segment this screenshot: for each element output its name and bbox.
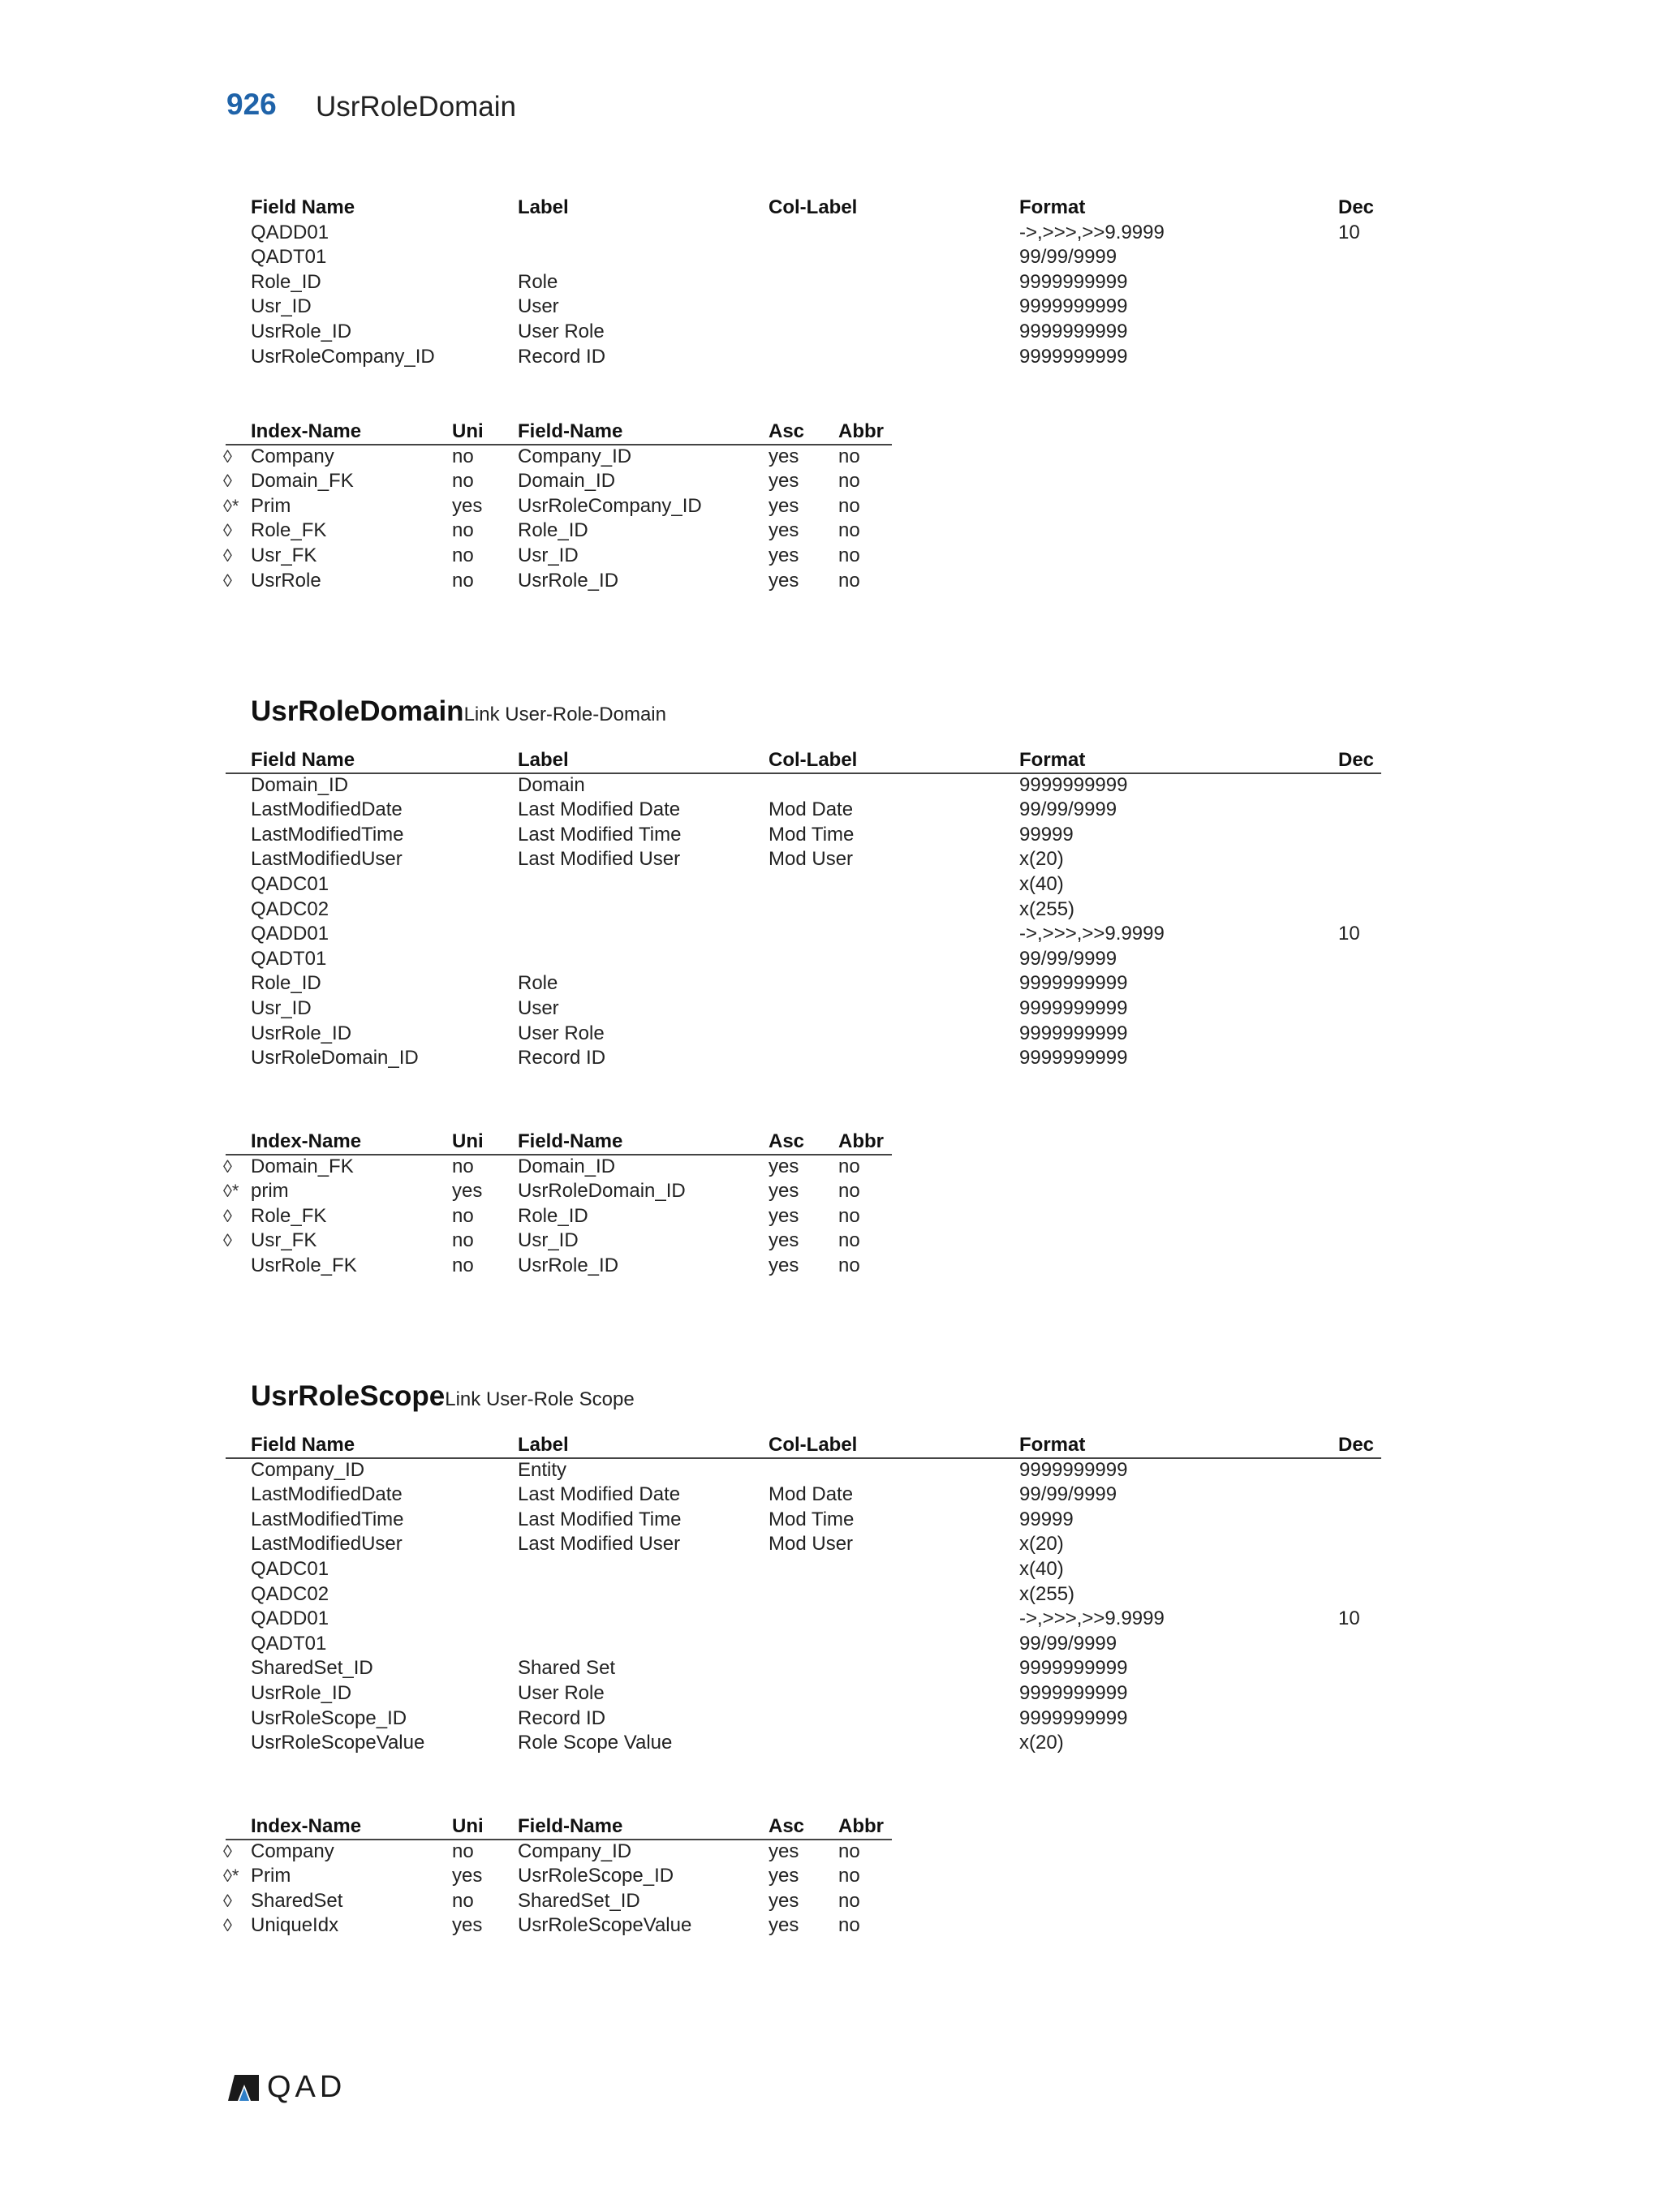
index-field-name: UsrRoleDomain_ID — [518, 1180, 686, 1203]
header-label: Label — [518, 196, 569, 218]
header-index-name: Index-Name — [251, 1815, 362, 1837]
header-col-label: Col-Label — [769, 749, 858, 771]
field-label: Last Modified User — [518, 1533, 681, 1556]
index-unique: no — [452, 1889, 474, 1912]
field-label: Shared Set — [518, 1657, 616, 1680]
field-header-rule — [226, 772, 1381, 774]
field-name: Usr_ID — [251, 996, 312, 1019]
index-unique: yes — [452, 1914, 483, 1937]
field-format: x(40) — [1019, 872, 1064, 895]
field-format: 9999999999 — [1019, 1681, 1128, 1704]
header-asc: Asc — [769, 1130, 805, 1152]
index-ascending: yes — [769, 1914, 799, 1937]
index-name: SharedSet — [251, 1889, 343, 1912]
field-name: Role_ID — [251, 270, 321, 293]
index-abbreviated: no — [838, 494, 860, 517]
index-name: Domain_FK — [251, 1155, 354, 1177]
index-abbreviated: no — [838, 445, 860, 467]
field-format: 9999999999 — [1019, 1657, 1128, 1680]
index-name: UsrRole — [251, 569, 321, 592]
field-name: QADT01 — [251, 246, 327, 269]
field-name: UsrRole_ID — [251, 1022, 352, 1044]
index-marker: ◊ — [223, 1230, 232, 1251]
index-ascending: yes — [769, 445, 799, 467]
index-name: Company — [251, 445, 334, 467]
index-field-name: UsrRole_ID — [518, 569, 619, 592]
header-uni: Uni — [452, 1130, 484, 1152]
index-abbreviated: no — [838, 470, 860, 493]
index-marker: ◊ — [223, 520, 232, 541]
index-marker: ◊ — [223, 1840, 232, 1861]
index-ascending: yes — [769, 1155, 799, 1177]
index-abbreviated: no — [838, 1914, 860, 1937]
index-abbreviated: no — [838, 544, 860, 566]
field-format: ->,>>>,>>9.9999 — [1019, 923, 1165, 945]
index-abbreviated: no — [838, 1229, 860, 1252]
header-field-name: Field Name — [251, 196, 355, 218]
index-abbreviated: no — [838, 1889, 860, 1912]
field-format: 9999999999 — [1019, 320, 1128, 342]
field-dec: 10 — [1338, 1607, 1360, 1630]
index-marker: ◊ — [223, 570, 232, 591]
field-name: QADC01 — [251, 1557, 329, 1580]
field-label: Last Modified Time — [518, 1508, 682, 1530]
field-format: ->,>>>,>>9.9999 — [1019, 221, 1165, 243]
field-col-label: Mod Date — [769, 1483, 854, 1506]
index-ascending: yes — [769, 1254, 799, 1276]
index-field-name: UsrRoleScope_ID — [518, 1865, 674, 1887]
header-dec: Dec — [1338, 1434, 1375, 1456]
index-unique: yes — [452, 1865, 483, 1887]
field-name: Role_ID — [251, 972, 321, 995]
index-marker: ◊ — [223, 1155, 232, 1177]
header-format: Format — [1019, 196, 1086, 218]
index-unique: no — [452, 544, 474, 566]
index-field-name: Usr_ID — [518, 1229, 579, 1252]
field-label: Record ID — [518, 1047, 606, 1069]
index-marker: ◊ — [223, 471, 232, 492]
field-format: 9999999999 — [1019, 345, 1128, 368]
field-format: x(20) — [1019, 1732, 1064, 1754]
index-field-name: Role_ID — [518, 1204, 588, 1227]
field-name: QADD01 — [251, 221, 329, 243]
field-dec: 10 — [1338, 923, 1360, 945]
table-description: Link User-Role Scope — [445, 1388, 635, 1410]
index-name: Prim — [251, 1865, 291, 1887]
index-unique: no — [452, 445, 474, 467]
header-format: Format — [1019, 1434, 1086, 1456]
field-format: x(20) — [1019, 1533, 1064, 1556]
field-label: Role — [518, 270, 558, 293]
index-marker: ◊* — [223, 495, 239, 516]
index-name: Role_FK — [251, 519, 327, 542]
index-abbreviated: no — [838, 1155, 860, 1177]
section-title-usrroledomain — [251, 695, 666, 728]
page-number: 926 — [226, 88, 277, 121]
index-name: Usr_FK — [251, 1229, 317, 1252]
field-col-label: Mod Time — [769, 823, 855, 846]
index-name: prim — [251, 1180, 289, 1203]
field-format: 99/99/9999 — [1019, 1632, 1117, 1655]
index-marker: ◊* — [223, 1181, 239, 1202]
index-name: Prim — [251, 494, 291, 517]
field-format: 9999999999 — [1019, 773, 1128, 796]
index-marker: ◊* — [223, 1866, 239, 1887]
field-name: LastModifiedDate — [251, 798, 403, 821]
index-name: UsrRole_FK — [251, 1254, 357, 1276]
index-abbreviated: no — [838, 519, 860, 542]
index-unique: no — [452, 1229, 474, 1252]
field-label: User — [518, 295, 559, 318]
index-name: UniqueIdx — [251, 1914, 339, 1937]
field-name: QADC02 — [251, 1582, 329, 1605]
field-col-label: Mod Date — [769, 798, 854, 821]
field-header-rule — [226, 1457, 1381, 1459]
field-label: Entity — [518, 1458, 567, 1481]
header-field-name: Field-Name — [518, 1130, 623, 1152]
index-marker: ◊ — [223, 544, 232, 566]
index-marker: ◊ — [223, 445, 232, 467]
index-marker: ◊ — [223, 1915, 232, 1936]
field-name: UsrRole_ID — [251, 1681, 352, 1704]
logo-text: QAD — [267, 2070, 347, 2104]
field-name: UsrRoleScope_ID — [251, 1706, 407, 1729]
index-ascending: yes — [769, 544, 799, 566]
field-name: QADT01 — [251, 947, 327, 970]
index-marker: ◊ — [223, 1890, 232, 1911]
field-label: Last Modified Date — [518, 1483, 681, 1506]
header-asc: Asc — [769, 1815, 805, 1837]
field-name: LastModifiedUser — [251, 1533, 403, 1556]
header-uni: Uni — [452, 420, 484, 442]
index-ascending: yes — [769, 1204, 799, 1227]
section-title-usrrolescope — [251, 1380, 635, 1413]
field-format: 99999 — [1019, 1508, 1074, 1530]
index-abbreviated: no — [838, 1204, 860, 1227]
index-unique: yes — [452, 1180, 483, 1203]
index-name: Company — [251, 1840, 334, 1862]
index-unique: yes — [452, 494, 483, 517]
field-label: Record ID — [518, 1706, 606, 1729]
field-format: ->,>>>,>>9.9999 — [1019, 1607, 1165, 1630]
header-field-name: Field-Name — [518, 420, 623, 442]
header-asc: Asc — [769, 420, 805, 442]
index-field-name: Domain_ID — [518, 1155, 616, 1177]
field-dec: 10 — [1338, 221, 1360, 243]
index-field-name: Domain_ID — [518, 470, 616, 493]
field-label: User — [518, 996, 559, 1019]
field-label: User Role — [518, 1022, 605, 1044]
field-format: 99/99/9999 — [1019, 947, 1117, 970]
field-format: 9999999999 — [1019, 270, 1128, 293]
field-format: 9999999999 — [1019, 972, 1128, 995]
field-label: Last Modified User — [518, 848, 681, 871]
header-index-name: Index-Name — [251, 420, 362, 442]
index-abbreviated: no — [838, 1840, 860, 1862]
field-format: x(255) — [1019, 1582, 1075, 1605]
index-unique: no — [452, 470, 474, 493]
field-label: Role — [518, 972, 558, 995]
index-ascending: yes — [769, 494, 799, 517]
field-name: UsrRoleDomain_ID — [251, 1047, 419, 1069]
field-label: Domain — [518, 773, 585, 796]
field-name: QADD01 — [251, 923, 329, 945]
header-label: Label — [518, 749, 569, 771]
table-name: UsrRoleDomain — [251, 695, 464, 727]
field-format: 99/99/9999 — [1019, 246, 1117, 269]
field-format: 99/99/9999 — [1019, 1483, 1117, 1506]
header-col-label: Col-Label — [769, 1434, 858, 1456]
field-format: 9999999999 — [1019, 295, 1128, 318]
index-field-name: UsrRoleScopeValue — [518, 1914, 692, 1937]
header-format: Format — [1019, 749, 1086, 771]
field-col-label: Mod User — [769, 1533, 854, 1556]
index-field-name: Company_ID — [518, 1840, 632, 1862]
index-ascending: yes — [769, 1865, 799, 1887]
field-name: QADC01 — [251, 872, 329, 895]
header-dec: Dec — [1338, 196, 1375, 218]
header-dec: Dec — [1338, 749, 1375, 771]
field-format: 9999999999 — [1019, 1458, 1128, 1481]
field-col-label: Mod User — [769, 848, 854, 871]
header-abbr: Abbr — [838, 1130, 884, 1152]
field-format: x(20) — [1019, 848, 1064, 871]
index-ascending: yes — [769, 519, 799, 542]
field-format: 9999999999 — [1019, 1022, 1128, 1044]
page-title: UsrRoleDomain — [316, 91, 517, 123]
index-unique: no — [452, 1254, 474, 1276]
field-label: Role Scope Value — [518, 1732, 673, 1754]
index-unique: no — [452, 1840, 474, 1862]
qad-logo-icon — [226, 2073, 260, 2102]
field-name: UsrRole_ID — [251, 320, 352, 342]
index-name: Domain_FK — [251, 470, 354, 493]
header-field-name: Field-Name — [518, 1815, 623, 1837]
index-ascending: yes — [769, 470, 799, 493]
field-label: Last Modified Time — [518, 823, 682, 846]
index-abbreviated: no — [838, 1865, 860, 1887]
index-ascending: yes — [769, 1889, 799, 1912]
field-format: 99/99/9999 — [1019, 798, 1117, 821]
index-unique: no — [452, 1155, 474, 1177]
index-ascending: yes — [769, 1229, 799, 1252]
field-name: LastModifiedDate — [251, 1483, 403, 1506]
index-ascending: yes — [769, 569, 799, 592]
index-unique: no — [452, 1204, 474, 1227]
field-label: User Role — [518, 1681, 605, 1704]
qad-logo — [226, 2070, 346, 2105]
field-format: x(255) — [1019, 897, 1075, 920]
index-abbreviated: no — [838, 569, 860, 592]
field-col-label: Mod Time — [769, 1508, 855, 1530]
header-index-name: Index-Name — [251, 1130, 362, 1152]
index-field-name: UsrRoleCompany_ID — [518, 494, 702, 517]
header-uni: Uni — [452, 1815, 484, 1837]
field-format: 9999999999 — [1019, 1047, 1128, 1069]
index-field-name: UsrRole_ID — [518, 1254, 619, 1276]
index-unique: no — [452, 569, 474, 592]
field-format: x(40) — [1019, 1557, 1064, 1580]
index-ascending: yes — [769, 1840, 799, 1862]
field-format: 99999 — [1019, 823, 1074, 846]
index-marker: ◊ — [223, 1205, 232, 1226]
field-format: 9999999999 — [1019, 996, 1128, 1019]
field-name: QADT01 — [251, 1632, 327, 1655]
header-field-name: Field Name — [251, 749, 355, 771]
field-label: Record ID — [518, 345, 606, 368]
index-name: Role_FK — [251, 1204, 327, 1227]
index-field-name: Company_ID — [518, 445, 632, 467]
index-abbreviated: no — [838, 1254, 860, 1276]
field-name: LastModifiedUser — [251, 848, 403, 871]
field-name: SharedSet_ID — [251, 1657, 373, 1680]
field-label: User Role — [518, 320, 605, 342]
field-format: 9999999999 — [1019, 1706, 1128, 1729]
index-field-name: Role_ID — [518, 519, 588, 542]
header-field-name: Field Name — [251, 1434, 355, 1456]
field-name: Domain_ID — [251, 773, 349, 796]
index-field-name: SharedSet_ID — [518, 1889, 640, 1912]
index-unique: no — [452, 519, 474, 542]
table-name: UsrRoleScope — [251, 1380, 446, 1412]
field-name: Usr_ID — [251, 295, 312, 318]
header-label: Label — [518, 1434, 569, 1456]
header-abbr: Abbr — [838, 1815, 884, 1837]
field-name: UsrRoleCompany_ID — [251, 345, 435, 368]
field-name: QADD01 — [251, 1607, 329, 1630]
header-abbr: Abbr — [838, 420, 884, 442]
field-label: Last Modified Date — [518, 798, 681, 821]
table-description: Link User-Role-Domain — [463, 704, 666, 725]
field-name: QADC02 — [251, 897, 329, 920]
field-name: Company_ID — [251, 1458, 365, 1481]
index-ascending: yes — [769, 1180, 799, 1203]
field-name: LastModifiedTime — [251, 823, 404, 846]
index-field-name: Usr_ID — [518, 544, 579, 566]
index-name: Usr_FK — [251, 544, 317, 566]
field-name: LastModifiedTime — [251, 1508, 404, 1530]
header-col-label: Col-Label — [769, 196, 858, 218]
index-abbreviated: no — [838, 1180, 860, 1203]
field-name: UsrRoleScopeValue — [251, 1732, 425, 1754]
